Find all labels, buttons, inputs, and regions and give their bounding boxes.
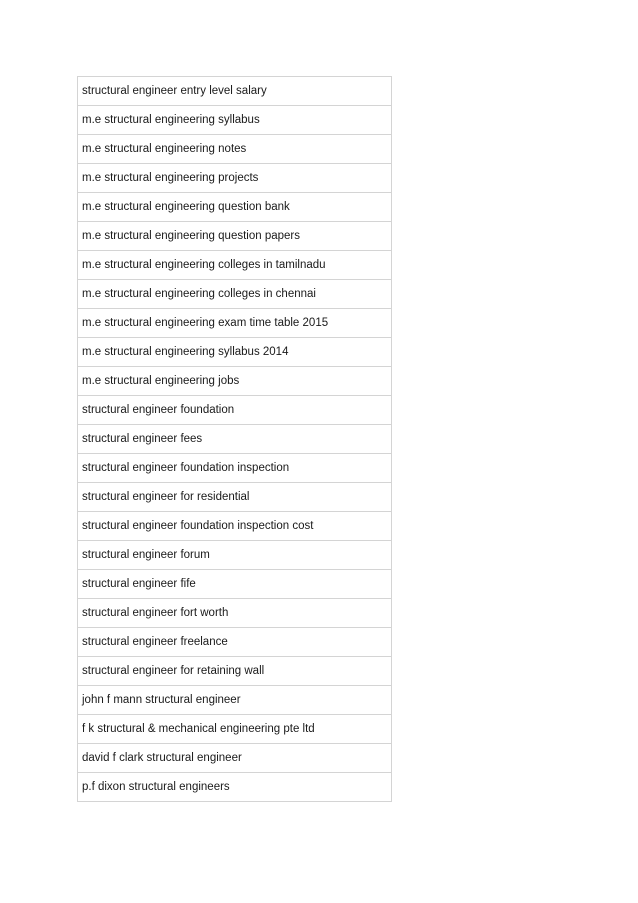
table-row — [78, 338, 392, 367]
table-cell: m.e structural engineering colleges in tamilnadu — [78, 251, 392, 280]
table-cell: structural engineer fees — [78, 425, 392, 454]
table-cell: john f mann structural engineer — [78, 686, 392, 715]
table-cell: m.e structural engineering jobs — [78, 367, 392, 396]
table-row — [78, 454, 392, 483]
table-cell: m.e structural engineering syllabus — [78, 106, 392, 135]
table-cell: m.e structural engineering exam time table 2015 — [78, 309, 392, 338]
table-row — [78, 744, 392, 773]
table-row — [78, 367, 392, 396]
table-cell: structural engineer foundation inspection cost — [78, 512, 392, 541]
table-row — [78, 512, 392, 541]
table-row — [78, 599, 392, 628]
table-row — [78, 135, 392, 164]
table-cell: m.e structural engineering question papers — [78, 222, 392, 251]
table-row — [78, 483, 392, 512]
table-row — [78, 686, 392, 715]
table-row — [78, 541, 392, 570]
table-cell: structural engineer fife — [78, 570, 392, 599]
table-row — [78, 193, 392, 222]
table-row — [78, 570, 392, 599]
table-cell: f k structural & mechanical engineering pte ltd — [78, 715, 392, 744]
table-row — [78, 715, 392, 744]
keyword-table — [77, 76, 392, 802]
table-cell: structural engineer freelance — [78, 628, 392, 657]
table-row — [78, 251, 392, 280]
table-row — [78, 628, 392, 657]
table-cell: structural engineer foundation — [78, 396, 392, 425]
table-row — [78, 77, 392, 106]
table-cell: structural engineer foundation inspection — [78, 454, 392, 483]
table-cell: m.e structural engineering notes — [78, 135, 392, 164]
table-cell: m.e structural engineering colleges in chennai — [78, 280, 392, 309]
table-row — [78, 657, 392, 686]
keyword-table-body — [78, 77, 392, 802]
table-cell: david f clark structural engineer — [78, 744, 392, 773]
table-row — [78, 396, 392, 425]
table-cell: m.e structural engineering projects — [78, 164, 392, 193]
table-cell: structural engineer fort worth — [78, 599, 392, 628]
table-row — [78, 773, 392, 802]
table-cell: m.e structural engineering syllabus 2014 — [78, 338, 392, 367]
table-row — [78, 309, 392, 338]
table-cell: structural engineer for residential — [78, 483, 392, 512]
table-row — [78, 222, 392, 251]
table-row — [78, 106, 392, 135]
table-cell: p.f dixon structural engineers — [78, 773, 392, 802]
table-row — [78, 425, 392, 454]
table-cell: structural engineer entry level salary — [78, 77, 392, 106]
table-cell: structural engineer forum — [78, 541, 392, 570]
table-cell: structural engineer for retaining wall — [78, 657, 392, 686]
table-row — [78, 164, 392, 193]
table-cell: m.e structural engineering question bank — [78, 193, 392, 222]
table-row — [78, 280, 392, 309]
